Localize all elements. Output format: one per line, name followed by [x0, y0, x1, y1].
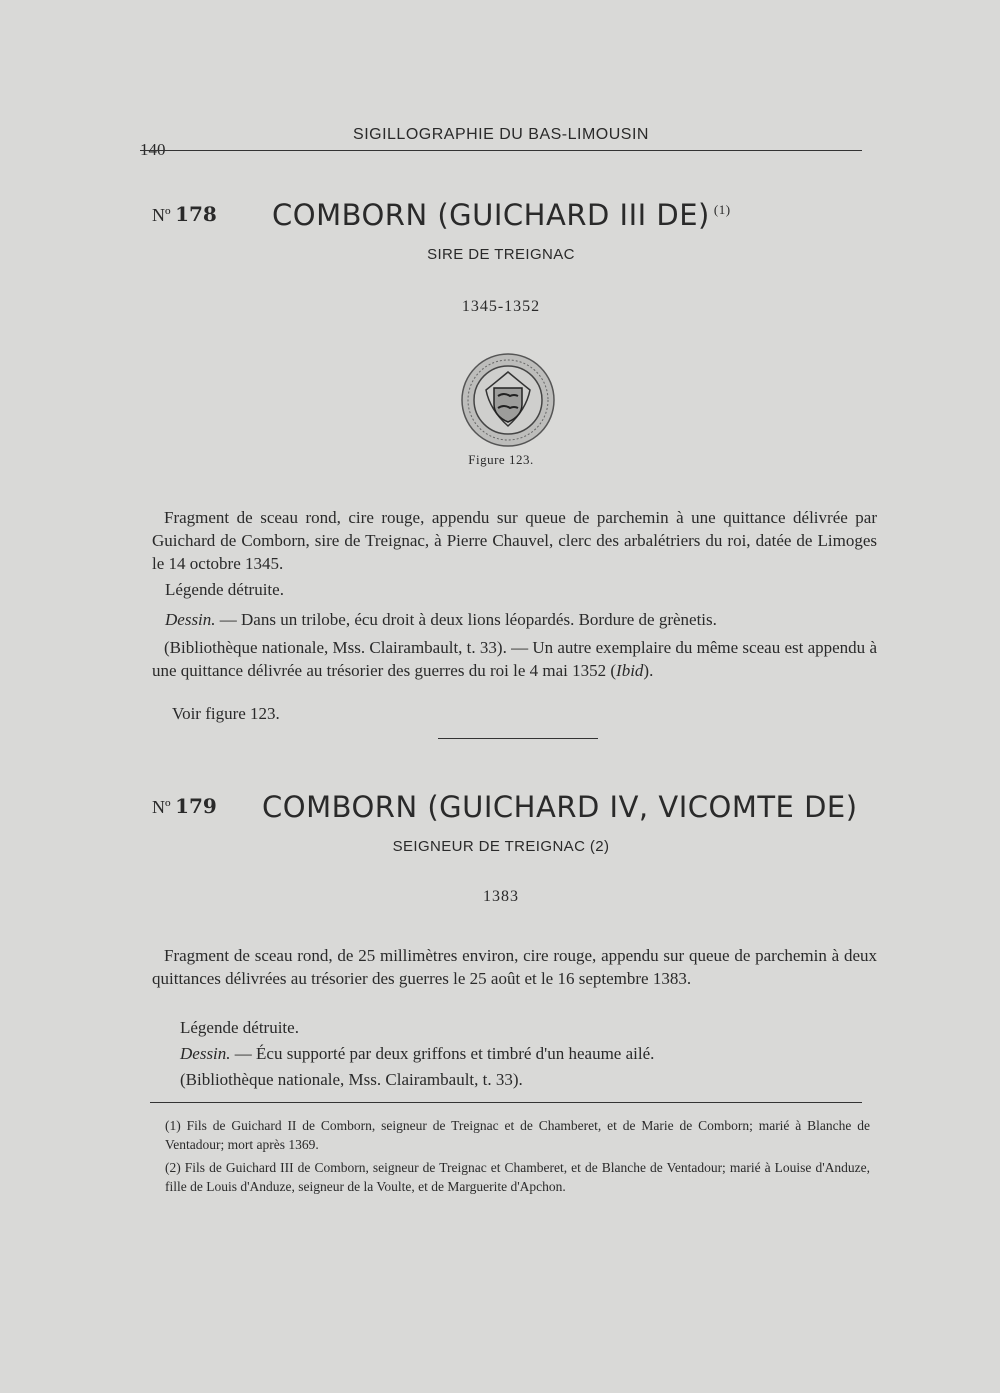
entry-subtitle: SIRE DE TREIGNAC	[427, 246, 575, 263]
entry-179-description: Fragment de sceau rond, de 25 millimètres environ, cire rouge, appendu sur queue de parchemin à deux quittances délivrées au trésorier des guerres le 25 août et le 16 septembre 1383.	[152, 946, 877, 988]
footnote-2: (2) Fils de Guichard III de Comborn, seigneur de Treignac et Chamberet, et de Blanche de Ventadour; marié à Louise d'Anduze, fille de Louis d'Anduze, seigneur de la Voulte, et de Marguerite d'Apchon.	[165, 1160, 870, 1194]
entry-179-legend: Légende détruite.	[180, 1018, 299, 1037]
footnote-ref[interactable]: (1)	[713, 202, 731, 218]
entry-date: 1345-1352	[461, 298, 541, 315]
footnote-rule	[150, 1102, 862, 1103]
entry-179-source: (Bibliothèque nationale, Mss. Clairambault, t. 33).	[180, 1070, 523, 1089]
section-separator	[438, 738, 598, 739]
running-title: SIGILLOGRAPHIE DU BAS-LIMOUSIN	[353, 126, 649, 143]
entry-178-dessin	[165, 610, 717, 630]
entry-title-text: COMBORN (GUICHARD III DE)	[272, 198, 710, 232]
entry-title: COMBORN (GUICHARD IV, VICOMTE DE)	[262, 790, 858, 824]
source-end: ).	[643, 661, 654, 680]
source-text: (Bibliothèque nationale, Mss. Clairambault, t. 33). — Un autre exemplaire du même sceau est appendu à une quittance délivrée au trésorier des guerres du roi le 4 mai 1352 (	[152, 638, 877, 680]
entry-179-dessin	[180, 1044, 654, 1064]
entry-179-heading	[152, 780, 858, 824]
entry-178-voir: Voir figure 123.	[172, 704, 280, 723]
entry-subtitle: SEIGNEUR DE TREIGNAC (2)	[392, 838, 610, 855]
page-header	[140, 126, 862, 159]
entry-178-heading	[152, 188, 852, 232]
header-rule	[140, 150, 862, 151]
entry-number-value: 178	[175, 202, 217, 226]
entry-number	[152, 794, 217, 818]
entry-date: 1383	[483, 888, 519, 905]
entry-title	[272, 198, 731, 232]
dessin-text: — Dans un trilobe, écu droit à deux lions léopardés. Bordure de grènetis.	[215, 610, 717, 629]
page-number: 140	[140, 140, 166, 159]
dessin-label: Dessin.	[165, 610, 216, 629]
dessin-text: — Écu supporté par deux griffons et timbré d'un heaume ailé.	[230, 1044, 655, 1063]
entry-178-description: Fragment de sceau rond, cire rouge, appendu sur queue de parchemin à une quittance délivrée par Guichard de Comborn, sire de Treignac, à Pierre Chauvel, clerc des arbalétriers du roi, datée de Limoges le 14 octobre 1345.	[152, 508, 877, 573]
entry-178-source	[152, 636, 877, 682]
seal-figure	[460, 352, 556, 448]
entry-number-value: 179	[175, 794, 217, 818]
source-ibid: Ibid	[616, 661, 644, 680]
entry-number-prefix: Nº	[152, 797, 171, 817]
entry-178-legend: Légende détruite.	[165, 580, 284, 599]
dessin-label: Dessin.	[180, 1044, 231, 1063]
entry-number	[152, 202, 217, 226]
footnote-1: (1) Fils de Guichard II de Comborn, seigneur de Treignac et de Chamberet, et de Marie de Comborn; marié à Blanche de Ventadour; mort après 1369.	[165, 1118, 870, 1152]
entry-number-prefix: Nº	[152, 205, 171, 225]
figure-caption: Figure 123.	[468, 452, 534, 467]
